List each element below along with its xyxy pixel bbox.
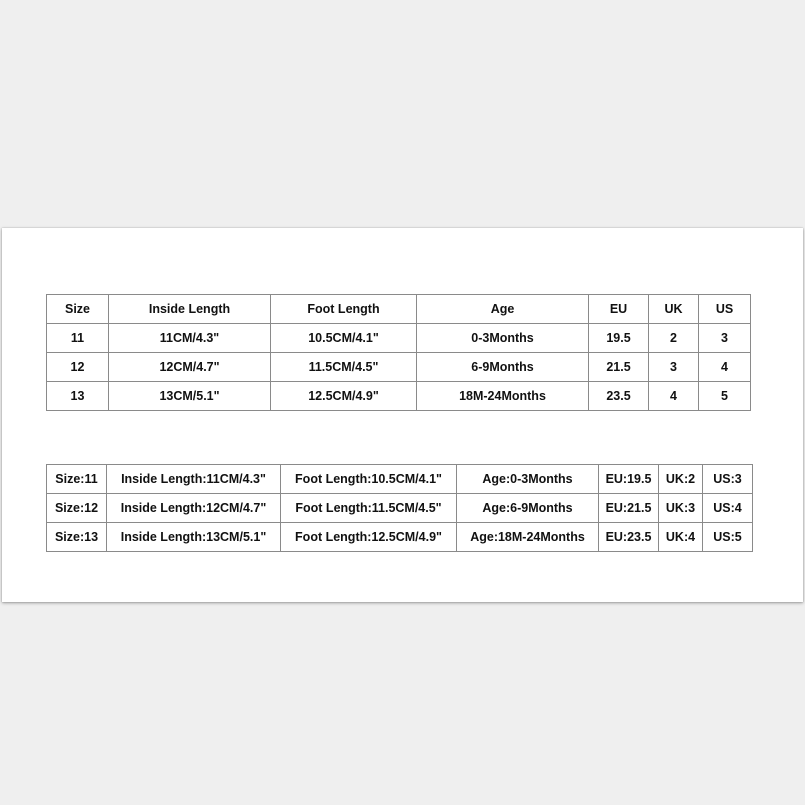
table-cell: 3	[699, 324, 751, 353]
table-cell: 3	[649, 353, 699, 382]
table-cell: Inside Length:13CM/5.1"	[107, 523, 281, 552]
table-row	[47, 494, 753, 523]
table-cell: Inside Length:11CM/4.3"	[107, 465, 281, 494]
header-eu: EU	[589, 295, 649, 324]
table-cell: EU:19.5	[599, 465, 659, 494]
header-foot-length: Foot Length	[271, 295, 417, 324]
table-header-row	[47, 295, 751, 324]
table-cell: UK:2	[659, 465, 703, 494]
table-cell: 2	[649, 324, 699, 353]
table-row	[47, 465, 753, 494]
table-cell: Age:0-3Months	[457, 465, 599, 494]
header-inside-length: Inside Length	[109, 295, 271, 324]
table-cell: 12.5CM/4.9"	[271, 382, 417, 411]
header-uk: UK	[649, 295, 699, 324]
table-cell: 13	[47, 382, 109, 411]
header-size: Size	[47, 295, 109, 324]
table-cell: 12	[47, 353, 109, 382]
size-chart-table	[46, 294, 751, 411]
table-cell: Size:13	[47, 523, 107, 552]
table-cell: 4	[699, 353, 751, 382]
table-cell: 11	[47, 324, 109, 353]
table-cell: 19.5	[589, 324, 649, 353]
table-cell: Foot Length:11.5CM/4.5"	[281, 494, 457, 523]
table-cell: Foot Length:10.5CM/4.1"	[281, 465, 457, 494]
table-cell: Size:12	[47, 494, 107, 523]
table-row	[47, 523, 753, 552]
table-row	[47, 324, 751, 353]
table-cell: Age:18M-24Months	[457, 523, 599, 552]
table-cell: UK:4	[659, 523, 703, 552]
table-cell: Foot Length:12.5CM/4.9"	[281, 523, 457, 552]
table-cell: 11CM/4.3"	[109, 324, 271, 353]
table-cell: 10.5CM/4.1"	[271, 324, 417, 353]
table-cell: Age:6-9Months	[457, 494, 599, 523]
table-cell: Size:11	[47, 465, 107, 494]
table-row	[47, 353, 751, 382]
table-cell: UK:3	[659, 494, 703, 523]
table-cell: Inside Length:12CM/4.7"	[107, 494, 281, 523]
table-cell: 21.5	[589, 353, 649, 382]
table-cell: 23.5	[589, 382, 649, 411]
size-chart-card	[2, 228, 803, 602]
size-chart-inline-table	[46, 464, 753, 552]
table-cell: EU:21.5	[599, 494, 659, 523]
table-cell: US:4	[703, 494, 753, 523]
table-cell: EU:23.5	[599, 523, 659, 552]
header-age: Age	[417, 295, 589, 324]
header-us: US	[699, 295, 751, 324]
table-row	[47, 382, 751, 411]
table-cell: 11.5CM/4.5"	[271, 353, 417, 382]
table-cell: 6-9Months	[417, 353, 589, 382]
table-cell: 13CM/5.1"	[109, 382, 271, 411]
table-cell: US:5	[703, 523, 753, 552]
table-cell: 12CM/4.7"	[109, 353, 271, 382]
table-cell: 5	[699, 382, 751, 411]
table-cell: US:3	[703, 465, 753, 494]
table-cell: 0-3Months	[417, 324, 589, 353]
table-cell: 18M-24Months	[417, 382, 589, 411]
table-cell: 4	[649, 382, 699, 411]
